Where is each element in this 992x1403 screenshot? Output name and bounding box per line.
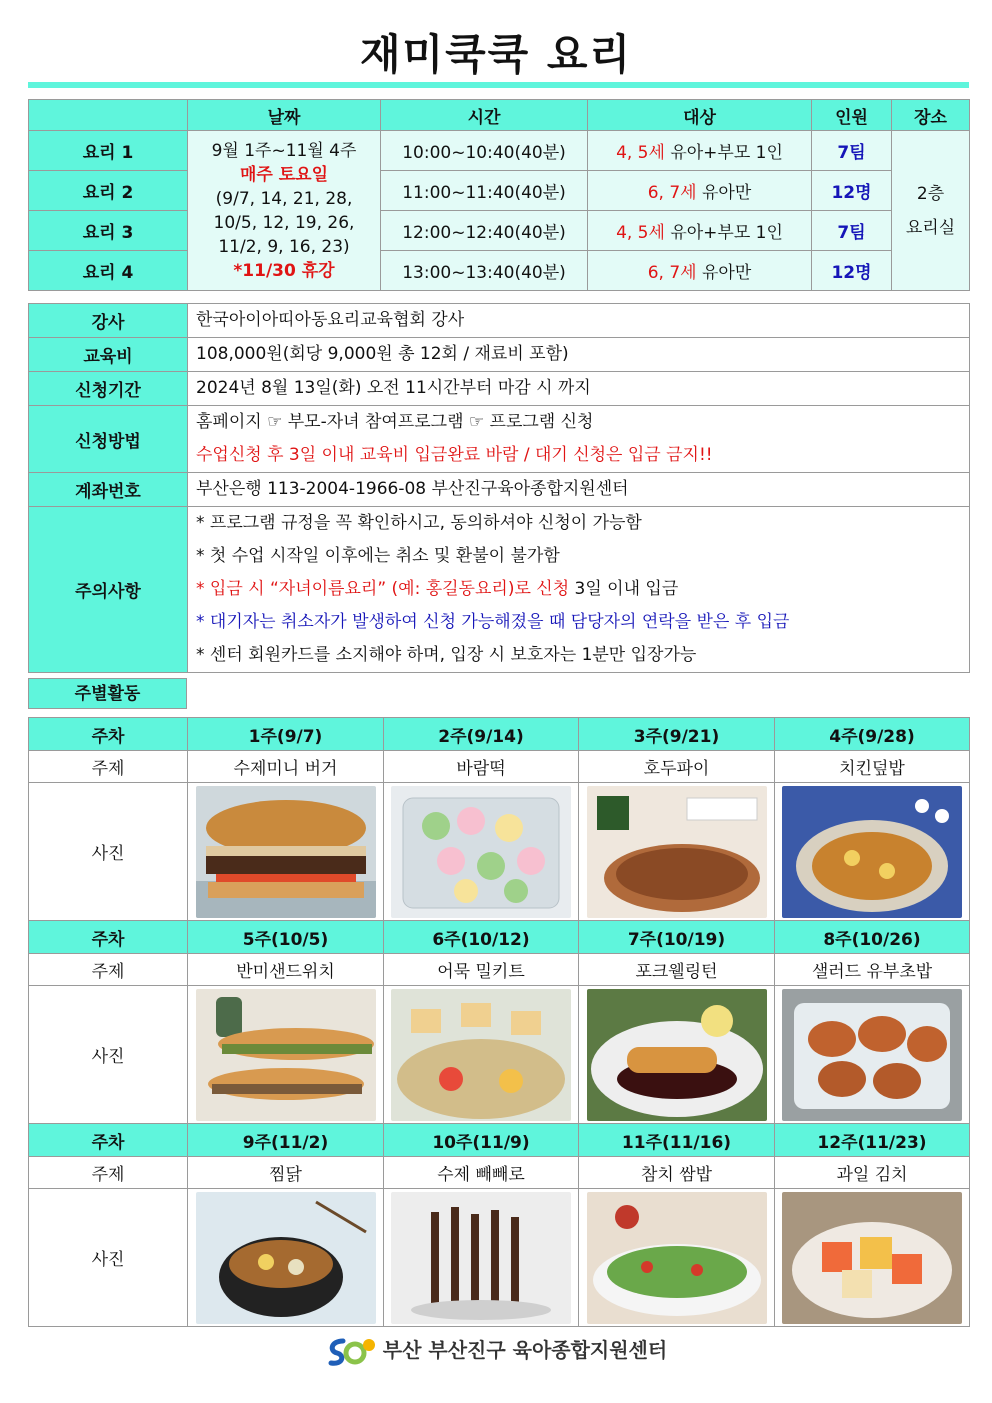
chicken-rice-bowl-photo	[782, 786, 962, 918]
corner-cell	[29, 100, 188, 131]
topic-cell: 참치 쌈밥	[579, 1157, 775, 1189]
instructor-label: 강사	[29, 304, 188, 338]
weekly-activities-label: 주별활동	[28, 678, 187, 709]
fishcake-kit-photo	[391, 989, 571, 1121]
photo-row-label: 사진	[29, 986, 188, 1124]
note-item: * 첫 수업 시작일 이후에는 취소 및 환불이 불가함	[196, 546, 560, 566]
note-item: * 대기자는 취소자가 발생하여 신청 가능해졌을 때 담당자의 연락을 받은 후 입금	[196, 612, 790, 632]
topic-cell: 찜닭	[188, 1157, 384, 1189]
photo-cell	[775, 1189, 970, 1327]
date-cell	[188, 131, 381, 291]
page-title: 재미쿡쿡 요리	[359, 30, 633, 79]
class-name: 요리 2	[29, 171, 188, 211]
week-cell: 12주(11/23)	[775, 1124, 970, 1157]
week-cell: 5주(10/5)	[188, 921, 384, 954]
rice-cake-photo	[391, 786, 571, 918]
place-cell	[892, 131, 970, 291]
account-label: 계좌번호	[29, 473, 188, 507]
note-item: * 센터 회원카드를 소지해야 하며, 입장 시 보호자는 1분만 입장가능	[196, 645, 697, 665]
account-value	[188, 473, 970, 507]
header-date: 날짜	[188, 100, 381, 131]
week-cell: 10주(11/9)	[384, 1124, 579, 1157]
topic-cell: 수제미니 버거	[188, 751, 384, 783]
photo-cell	[775, 986, 970, 1124]
tuna-ssambap-photo	[587, 1192, 767, 1324]
week-cell: 6주(10/12)	[384, 921, 579, 954]
photo-cell	[579, 986, 775, 1124]
instructor-value	[188, 304, 970, 338]
period-text: 2024년 8월 13일(화) 오전 11시간부터 마감 시 까지	[196, 378, 591, 398]
method-steps: 홈페이지 ☞ 부모-자녀 참여프로그램 ☞ 프로그램 신청	[196, 412, 594, 432]
class-target-text: 유아+부모 1인	[664, 143, 783, 163]
topic-cell: 호두파이	[579, 751, 775, 783]
topic-row-label: 주제	[29, 954, 188, 986]
pork-wellington-photo	[587, 989, 767, 1121]
fee-text: 108,000원(회당 9,000원 총 12회 / 재료비 포함)	[196, 344, 569, 364]
note-item	[196, 573, 969, 606]
date-range: 9월 1주~11월 4주	[211, 140, 357, 161]
class-age: 4, 5세	[616, 143, 665, 163]
week-cell: 7주(10/19)	[579, 921, 775, 954]
braised-chicken-photo	[196, 1192, 376, 1324]
date-list-3: 11/2, 9, 16, 23)	[218, 236, 350, 257]
topic-cell: 어묵 밀키트	[384, 954, 579, 986]
place-floor: 2층	[916, 183, 945, 204]
note-red-part: * 입금 시 “자녀이름요리” (예: 홍길동요리)로 신청	[196, 579, 570, 599]
topic-cell: 반미샌드위치	[188, 954, 384, 986]
class-target-text: 유아+부모 1인	[664, 223, 783, 243]
week-cell: 2주(9/14)	[384, 718, 579, 751]
info-table	[28, 303, 970, 673]
class-target-text: 유아만	[696, 183, 752, 203]
date-holiday: *11/30 휴강	[233, 260, 335, 281]
photo-cell	[384, 783, 579, 921]
class-count: 12명	[812, 251, 892, 291]
date-list-2: 10/5, 12, 19, 26,	[213, 212, 355, 233]
notes-value	[188, 507, 970, 673]
topic-cell: 샐러드 유부초밥	[775, 954, 970, 986]
photo-cell	[188, 783, 384, 921]
class-time: 13:00~13:40(40분)	[381, 251, 588, 291]
place-room: 요리실	[905, 217, 956, 238]
note-rest-part: 3일 이내 입금	[569, 579, 679, 599]
note-item: * 프로그램 규정을 꼭 확인하시고, 동의하셔야 신청이 가능함	[196, 513, 642, 533]
account-text: 부산은행 113-2004-1966-08 부산진구육아종합지원센터	[196, 479, 629, 499]
week-cell: 8주(10/26)	[775, 921, 970, 954]
photo-cell	[188, 986, 384, 1124]
fruit-kimchi-photo	[782, 1192, 962, 1324]
topic-row-label: 주제	[29, 751, 188, 783]
schedule-table	[28, 99, 970, 291]
class-time: 10:00~10:40(40분)	[381, 131, 588, 171]
class-target	[588, 251, 812, 291]
header-time: 시간	[381, 100, 588, 131]
fee-label: 교육비	[29, 338, 188, 372]
week-row-label: 주차	[29, 718, 188, 751]
photo-cell	[775, 783, 970, 921]
topic-cell: 치킨덮밥	[775, 751, 970, 783]
header-target: 대상	[588, 100, 812, 131]
class-count: 7팀	[812, 211, 892, 251]
walnut-pie-photo	[587, 786, 767, 918]
photo-row-label: 사진	[29, 783, 188, 921]
salad-inari-photo	[782, 989, 962, 1121]
photo-cell	[579, 783, 775, 921]
pepero-photo	[391, 1192, 571, 1324]
class-age: 4, 5세	[616, 223, 665, 243]
class-target	[588, 131, 812, 171]
week-row-label: 주차	[29, 1124, 188, 1157]
footer	[0, 1334, 992, 1369]
period-label: 신청기간	[29, 372, 188, 406]
class-age: 6, 7세	[647, 183, 697, 203]
method-label: 신청방법	[29, 406, 188, 473]
class-age: 6, 7세	[647, 263, 697, 283]
class-name: 요리 3	[29, 211, 188, 251]
topic-cell: 과일 김치	[775, 1157, 970, 1189]
class-count: 12명	[812, 171, 892, 211]
banh-mi-photo	[196, 989, 376, 1121]
notes-label: 주의사항	[29, 507, 188, 673]
week-cell: 9주(11/2)	[188, 1124, 384, 1157]
class-name: 요리 4	[29, 251, 188, 291]
photo-cell	[384, 1189, 579, 1327]
header-count: 인원	[812, 100, 892, 131]
photo-cell	[188, 1189, 384, 1327]
class-name: 요리 1	[29, 131, 188, 171]
method-warning: 수업신청 후 3일 이내 교육비 입금완료 바람 / 대기 신청은 입금 금지!!	[196, 445, 713, 465]
topic-cell: 포크웰링턴	[579, 954, 775, 986]
week-cell: 1주(9/7)	[188, 718, 384, 751]
topic-cell: 바람떡	[384, 751, 579, 783]
weekly-table	[28, 717, 970, 1327]
header-place: 장소	[892, 100, 970, 131]
fee-value	[188, 338, 970, 372]
class-target-text: 유아만	[696, 263, 752, 283]
week-row-label: 주차	[29, 921, 188, 954]
center-logo-icon	[325, 1335, 377, 1369]
week-cell: 11주(11/16)	[579, 1124, 775, 1157]
footer-text: 부산 부산진구 육아종합지원센터	[382, 1338, 668, 1362]
topic-row-label: 주제	[29, 1157, 188, 1189]
class-time: 12:00~12:40(40분)	[381, 211, 588, 251]
date-weekday: 매주 토요일	[239, 164, 329, 185]
class-count: 7팀	[812, 131, 892, 171]
photo-cell	[579, 1189, 775, 1327]
method-value	[188, 406, 970, 473]
photo-cell	[384, 986, 579, 1124]
photo-row-label: 사진	[29, 1189, 188, 1327]
class-time: 11:00~11:40(40분)	[381, 171, 588, 211]
class-target	[588, 171, 812, 211]
week-cell: 3주(9/21)	[579, 718, 775, 751]
title-underline	[28, 82, 969, 88]
burger-photo	[196, 786, 376, 918]
instructor-text: 한국아이아띠아동요리교육협회 강사	[196, 310, 465, 330]
class-target	[588, 211, 812, 251]
topic-cell: 수제 빼빼로	[384, 1157, 579, 1189]
period-value	[188, 372, 970, 406]
date-list-1: (9/7, 14, 21, 28,	[215, 188, 353, 209]
week-cell: 4주(9/28)	[775, 718, 970, 751]
